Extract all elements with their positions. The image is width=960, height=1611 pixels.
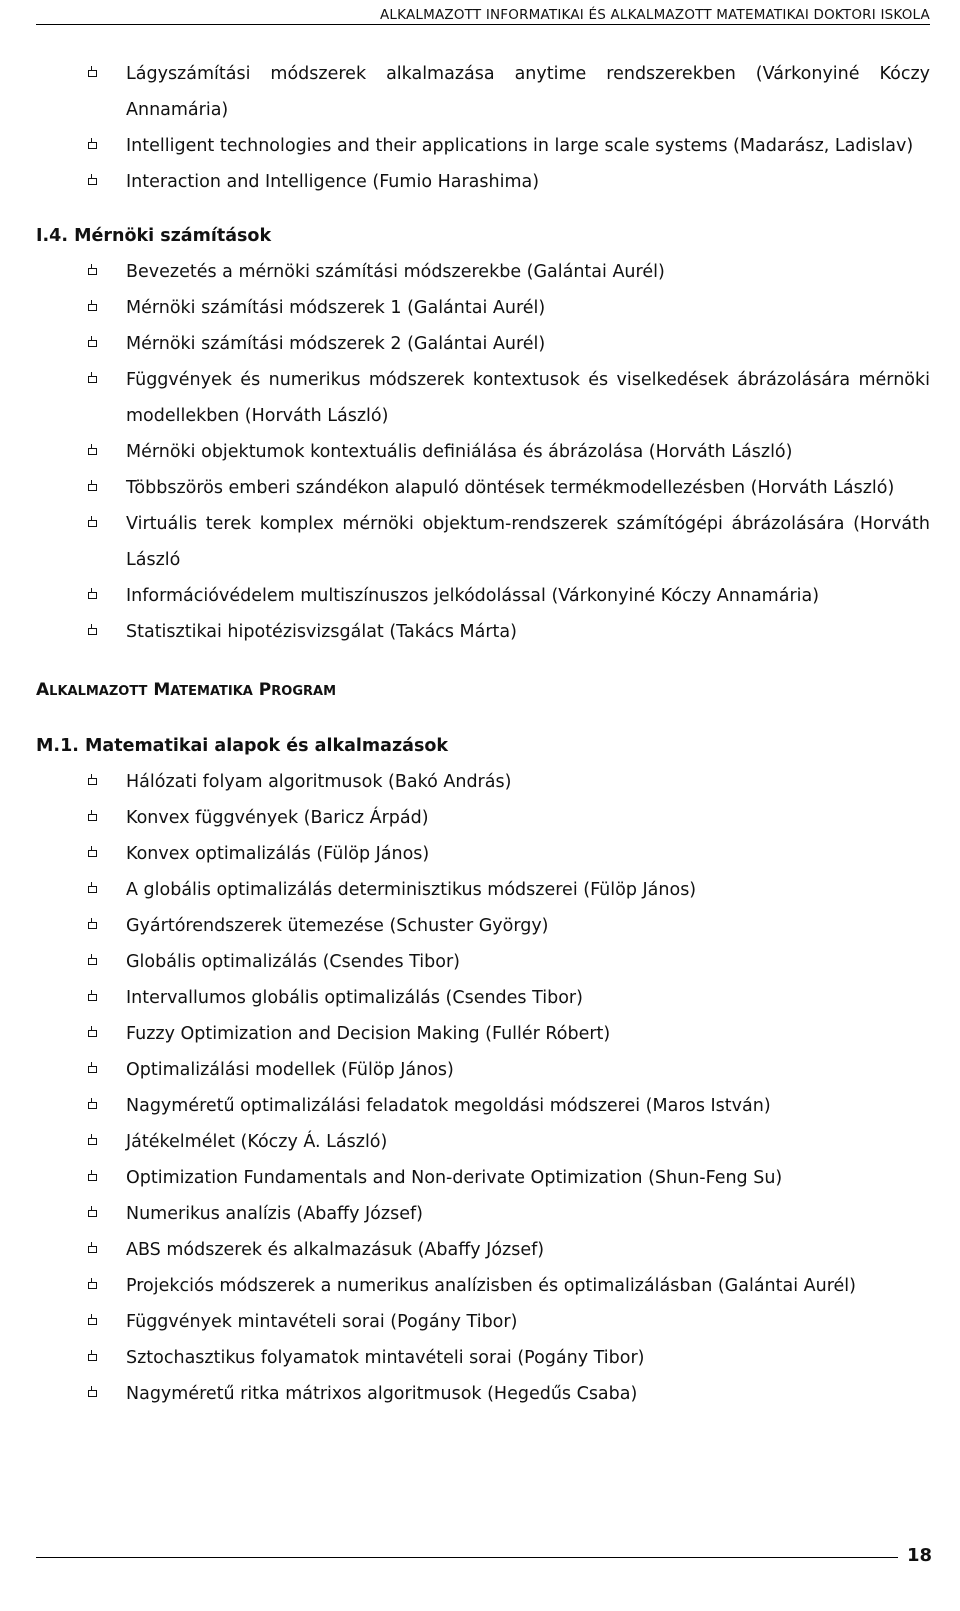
list-item-text: Nagyméretű optimalizálási feladatok megoldási módszerei (Maros István) (126, 1096, 771, 1116)
bullet-icon (88, 958, 97, 965)
list-item (36, 1268, 930, 1304)
bullet-icon (88, 178, 97, 185)
bullet-icon (88, 304, 97, 311)
list-item (36, 470, 930, 506)
list-item-text: Információvédelem multiszínuszos jelkódolással (Várkonyiné Kóczy Annamária) (126, 586, 820, 606)
list-item-text: Konvex optimalizálás (Fülöp János) (126, 844, 430, 864)
list-item (36, 764, 930, 800)
section-heading-i4: I.4. Mérnöki számítások (36, 226, 272, 246)
bullet-icon (88, 1246, 97, 1253)
list-item (36, 944, 930, 980)
list-item-text: Bevezetés a mérnöki számítási módszerekbe (Galántai Aurél) (126, 262, 665, 282)
bullet-icon (88, 1138, 97, 1145)
bullet-icon (88, 628, 97, 635)
program-word1-initial: A (36, 680, 50, 700)
list-item (36, 506, 930, 578)
bullet-icon (88, 142, 97, 149)
list-item (36, 836, 930, 872)
list-item (36, 128, 930, 164)
bullet-icon (88, 70, 97, 77)
bullet-icon (88, 1210, 97, 1217)
bullet-icon (88, 922, 97, 929)
list-item (36, 290, 930, 326)
list-item (36, 1016, 930, 1052)
list-item (36, 254, 930, 290)
bullet-icon (88, 1102, 97, 1109)
list-item-text: Mérnöki objektumok kontextuális definiálása és ábrázolása (Horváth László) (126, 442, 793, 462)
bullet-icon (88, 1282, 97, 1289)
list-item (36, 434, 930, 470)
list-item-text: Nagyméretű ritka mátrixos algoritmusok (Hegedűs Csaba) (126, 1384, 638, 1404)
header-title: ALKALMAZOTT INFORMATIKAI ÉS ALKALMAZOTT MATEMATIKAI DOKTORI ISKOLA (380, 7, 930, 23)
footer-rule (36, 1557, 898, 1558)
document-body (36, 56, 930, 1412)
bullet-icon (88, 1174, 97, 1181)
course-list-i4 (36, 254, 930, 650)
list-item (36, 326, 930, 362)
bullet-icon (88, 1030, 97, 1037)
list-item (36, 872, 930, 908)
bullet-icon (88, 850, 97, 857)
bullet-icon (88, 994, 97, 1001)
bullet-icon (88, 778, 97, 785)
list-item-text: Függvények és numerikus módszerek kontextusok és viselkedések ábrázolására mérnöki modellekben (Horváth László) (126, 370, 930, 426)
list-item-text: Intervallumos globális optimalizálás (Csendes Tibor) (126, 988, 583, 1008)
list-item (36, 800, 930, 836)
program-word2-initial: M (153, 680, 171, 700)
list-item-text: Optimization Fundamentals and Non-derivate Optimization (Shun-Feng Su) (126, 1168, 783, 1188)
program-word3-initial: P (258, 680, 272, 700)
bullet-icon (88, 592, 97, 599)
list-item (36, 1124, 930, 1160)
list-item (36, 1052, 930, 1088)
program-word2-rest: ATEMATIKA (170, 684, 253, 699)
list-item (36, 1376, 930, 1412)
page-header (36, 4, 930, 25)
list-item-text: A globális optimalizálás determinisztikus módszerei (Fülöp János) (126, 880, 697, 900)
list-item-text: Játékelmélet (Kóczy Á. László) (126, 1132, 388, 1152)
course-list-top (36, 56, 930, 200)
list-item (36, 1088, 930, 1124)
list-item (36, 614, 930, 650)
list-item-text: Sztochasztikus folyamatok mintavételi sorai (Pogány Tibor) (126, 1348, 645, 1368)
program-word3-rest: ROGRAM (271, 684, 337, 699)
list-item (36, 1340, 930, 1376)
list-item-text: Interaction and Intelligence (Fumio Harashima) (126, 172, 540, 192)
list-item (36, 1160, 930, 1196)
list-item-text: Hálózati folyam algoritmusok (Bakó András) (126, 772, 512, 792)
list-item (36, 1304, 930, 1340)
list-item-text: Gyártórendszerek ütemezése (Schuster György) (126, 916, 549, 936)
bullet-icon (88, 886, 97, 893)
section-heading-m1: M.1. Matematikai alapok és alkalmazások (36, 736, 449, 756)
bullet-icon (88, 376, 97, 383)
bullet-icon (88, 484, 97, 491)
list-item-text: Optimalizálási modellek (Fülöp János) (126, 1060, 454, 1080)
list-item-text: Projekciós módszerek a numerikus analízisben és optimalizálásban (Galántai Aurél) (126, 1276, 856, 1296)
list-item-text: Intelligent technologies and their applications in large scale systems (Madarász, Ladislav) (126, 136, 914, 156)
list-item-text: Lágyszámítási módszerek alkalmazása anytime rendszerekben (Várkonyiné Kóczy Annamária) (126, 64, 930, 120)
list-item-text: Virtuális terek komplex mérnöki objektum-rendszerek számítógépi ábrázolására (Horváth László (126, 514, 930, 570)
list-item-text: Mérnöki számítási módszerek 2 (Galántai Aurél) (126, 334, 546, 354)
bullet-icon (88, 448, 97, 455)
list-item-text: Numerikus analízis (Abaffy József) (126, 1204, 423, 1224)
list-item-text: Mérnöki számítási módszerek 1 (Galántai Aurél) (126, 298, 546, 318)
bullet-icon (88, 1318, 97, 1325)
list-item-text: ABS módszerek és alkalmazásuk (Abaffy József) (126, 1240, 545, 1260)
list-item (36, 1196, 930, 1232)
list-item-text: Statisztikai hipotézisvizsgálat (Takács Márta) (126, 622, 517, 642)
program-word1-rest: LKALMAZOTT (49, 684, 148, 699)
bullet-icon (88, 340, 97, 347)
list-item (36, 578, 930, 614)
list-item-text: Fuzzy Optimization and Decision Making (Fullér Róbert) (126, 1024, 611, 1044)
bullet-icon (88, 268, 97, 275)
list-item (36, 56, 930, 128)
list-item-text: Globális optimalizálás (Csendes Tibor) (126, 952, 461, 972)
list-item-text: Függvények mintavételi sorai (Pogány Tibor) (126, 1312, 518, 1332)
bullet-icon (88, 1066, 97, 1073)
list-item-text: Konvex függvények (Baricz Árpád) (126, 808, 429, 828)
bullet-icon (88, 814, 97, 821)
list-item (36, 164, 930, 200)
list-item (36, 1232, 930, 1268)
bullet-icon (88, 1354, 97, 1361)
bullet-icon (88, 520, 97, 527)
list-item (36, 980, 930, 1016)
course-list-m1 (36, 764, 930, 1412)
bullet-icon (88, 1390, 97, 1397)
program-heading (36, 672, 930, 710)
list-item (36, 908, 930, 944)
list-item (36, 362, 930, 434)
list-item-text: Többszörös emberi szándékon alapuló döntések termékmodellezésben (Horváth László) (126, 478, 895, 498)
page-number: 18 (906, 1545, 932, 1566)
